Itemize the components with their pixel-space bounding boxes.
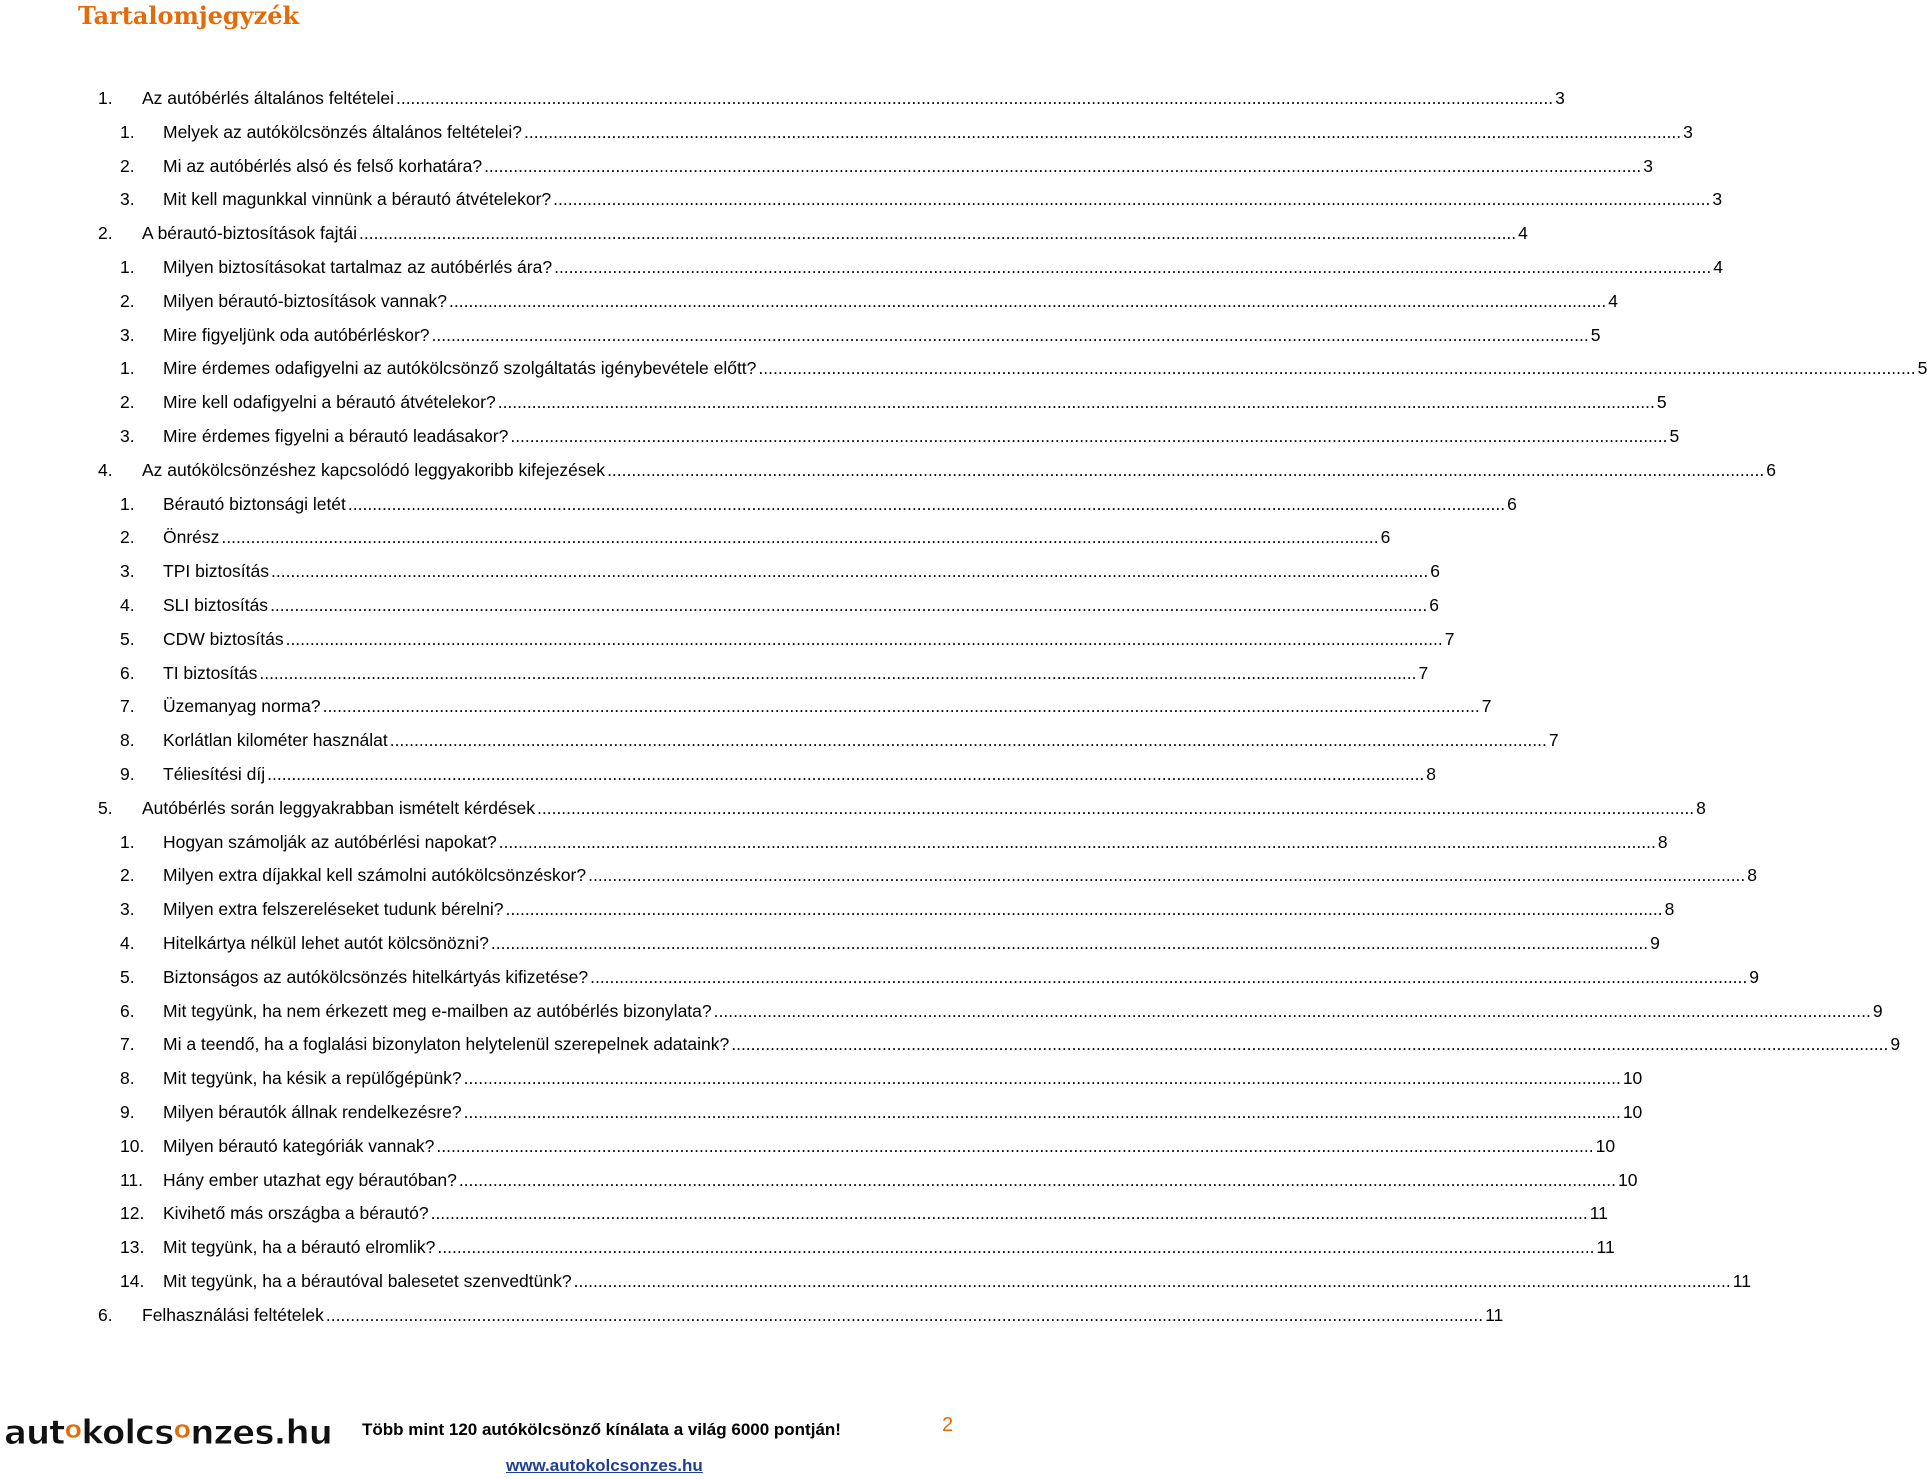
toc-entry[interactable]: [120, 1031, 1901, 1057]
toc-entry-page: 7: [1418, 662, 1429, 683]
toc-entry-title: Mire érdemes figyelni a bérautó leadásakor?: [163, 426, 509, 446]
toc-dot-leader: [431, 1200, 1588, 1226]
toc-entry-page: 5: [1917, 358, 1927, 379]
toc-dot-leader: [537, 795, 1694, 821]
toc-entry-number: 14.: [120, 1271, 145, 1291]
toc-dot-leader: [359, 220, 1516, 246]
toc-dot-leader: [436, 1133, 1593, 1159]
toc-entry-title: Milyen bérautó-biztosítások vannak?: [163, 290, 448, 311]
toc-entry-page: 10: [1595, 1135, 1616, 1156]
toc-entry[interactable]: [98, 85, 1565, 111]
toc-entry-page: 7: [1481, 696, 1492, 717]
toc-entry-title: Milyen bérautó kategóriák vannak?: [163, 1135, 435, 1156]
toc-dot-leader: [396, 85, 1553, 111]
toc-entry-number: 9.: [120, 764, 135, 784]
toc-entry-number: 3.: [120, 189, 135, 210]
toc-entry-title: Üzemanyag norma?: [163, 696, 321, 717]
toc-dot-leader: [588, 862, 1745, 888]
toc-entry-number: 6.: [120, 1000, 135, 1021]
toc-entry-title: Milyen biztosításokat tartalmaz az autóbérlés ára?: [163, 257, 553, 277]
toc-entry-page: 11: [1589, 1203, 1608, 1224]
toc-entry-number: 4.: [98, 459, 113, 480]
toc-entry[interactable]: [120, 727, 1559, 753]
toc-entry[interactable]: [120, 153, 1653, 179]
toc-entry-page: 4: [1518, 223, 1528, 244]
toc-entry[interactable]: [120, 930, 1660, 956]
toc-entry-title: Az autókölcsönzéshez kapcsolódó leggyakoribb kifejezések: [142, 459, 606, 480]
toc-entry-number: 3.: [120, 324, 135, 345]
toc-entry-title: Téliesítési díj: [163, 764, 266, 784]
toc-entry[interactable]: [120, 186, 1723, 212]
toc-entry-number: 3.: [120, 561, 135, 582]
footer-link[interactable]: www.autokolcsonzes.hu: [506, 1456, 703, 1475]
toc-entry-page: 7: [1548, 730, 1559, 751]
toc-entry[interactable]: [120, 896, 1675, 922]
toc-entry-page: 8: [1747, 865, 1758, 886]
toc-entry-title: Mi a teendő, ha a foglalási bizonylaton helytelenül szerepelnek adataink?: [163, 1034, 730, 1055]
toc-entry[interactable]: [120, 592, 1439, 618]
toc-entry-title: Mire figyeljünk oda autóbérléskor?: [163, 324, 430, 345]
toc-entry-number: 12.: [120, 1203, 145, 1224]
toc-entry[interactable]: [120, 355, 1927, 381]
toc-entry-title: Milyen extra díjakkal kell számolni autókölcsönzéskor?: [163, 865, 587, 886]
toc-entry[interactable]: [98, 457, 1776, 483]
toc-entry[interactable]: [120, 254, 1723, 280]
footer-slogan: Több mint 120 autókölcsönző kínálata a világ 6000 pontján!: [362, 1420, 841, 1439]
toc-entry-title: Milyen extra felszereléseket tudunk bérelni?: [163, 899, 504, 920]
toc-dot-leader: [498, 389, 1655, 415]
toc-dot-leader: [459, 1167, 1616, 1193]
toc-dot-leader: [323, 693, 1480, 719]
toc-entry[interactable]: [120, 1167, 1638, 1193]
page-number: 2: [942, 1414, 954, 1436]
toc-entry[interactable]: [120, 491, 1517, 517]
toc-entry-page: 5: [1669, 426, 1680, 446]
toc-entry[interactable]: [98, 795, 1706, 821]
toc-entry[interactable]: [98, 220, 1528, 246]
toc-entry-title: A bérautó-biztosítások fajtái: [142, 223, 357, 244]
toc-entry-title: TPI biztosítás: [163, 561, 270, 582]
toc-dot-leader: [259, 660, 1416, 686]
toc-entry[interactable]: [120, 389, 1667, 415]
site-logo[interactable]: [4, 1412, 332, 1453]
toc-entry[interactable]: [120, 524, 1391, 550]
toc-dot-leader: [271, 558, 1428, 584]
toc-entry-page: 8: [1426, 764, 1437, 784]
toc-entry-title: Mit tegyünk, ha késik a repülőgépünk?: [163, 1068, 462, 1089]
toc-dot-leader: [221, 524, 1378, 550]
toc-entry-page: 6: [1380, 527, 1391, 548]
toc-entry-title: Mit tegyünk, ha a bérautó elromlik?: [163, 1237, 436, 1258]
toc-title: Tartalomjegyzék: [78, 1, 300, 30]
toc-entry-number: 1.: [120, 831, 135, 852]
toc-dot-leader: [326, 1302, 1483, 1328]
toc-entry-number: 2.: [120, 865, 135, 886]
toc-dot-leader: [590, 964, 1747, 990]
toc-entry-page: 11: [1485, 1304, 1504, 1325]
toc-entry-title: Mire kell odafigyelni a bérautó átvételekor?: [163, 392, 496, 413]
toc-entry-number: 5.: [120, 628, 135, 649]
toc-entry[interactable]: [120, 1200, 1608, 1226]
toc-entry-number: 13.: [120, 1237, 145, 1258]
toc-entry-title: Felhasználási feltételek: [142, 1304, 324, 1325]
toc-entry[interactable]: [120, 558, 1440, 584]
toc-dot-leader: [464, 1099, 1621, 1125]
toc-dot-leader: [432, 322, 1589, 348]
toc-entry-number: 3.: [120, 899, 135, 920]
toc-entry-page: 7: [1444, 628, 1455, 649]
toc-entry-title: Bérautó biztonsági letét: [163, 493, 346, 514]
toc-entry-page: 5: [1590, 324, 1601, 345]
toc-entry-number: 7.: [120, 1034, 135, 1055]
toc-entry-number: 5.: [120, 966, 135, 987]
toc-entry-title: SLI biztosítás: [163, 595, 269, 615]
toc-entry-title: Autóbérlés során leggyakrabban ismételt kérdések: [142, 797, 535, 818]
toc-entry-page: 5: [1656, 392, 1667, 413]
toc-entry-page: 8: [1696, 797, 1706, 818]
toc-entry-number: 1.: [120, 358, 135, 379]
toc-entry-page: 8: [1664, 899, 1675, 920]
toc-dot-leader: [731, 1031, 1888, 1057]
toc-entry-number: 1.: [120, 121, 135, 142]
toc-entry-title: Az autóbérlés általános feltételei: [142, 88, 394, 108]
toc-entry-page: 9: [1749, 966, 1759, 987]
toc-entry-title: Mit kell magunkkal vinnünk a bérautó átvételekor?: [163, 189, 552, 210]
toc-entry-page: 10: [1622, 1102, 1643, 1122]
toc-entry-title: Kivihető más országba a bérautó?: [163, 1203, 429, 1224]
toc-dot-leader: [449, 288, 1606, 314]
toc-entry[interactable]: [120, 119, 1693, 145]
toc-entry-number: 2.: [120, 392, 135, 413]
toc-entry-page: 11: [1596, 1237, 1615, 1258]
svg-text:autokolcsonzes.hu: autokolcsonzes.hu: [4, 1413, 332, 1453]
toc-entry-page: 6: [1429, 595, 1439, 615]
toc-entry-number: 3.: [120, 426, 135, 446]
toc-entry-page: 3: [1555, 88, 1565, 108]
toc-entry-page: 3: [1712, 189, 1723, 210]
toc-entry-page: 3: [1683, 121, 1693, 142]
toc-entry[interactable]: [120, 1268, 1751, 1294]
toc-dot-leader: [464, 1065, 1621, 1091]
toc-dot-leader: [524, 119, 1681, 145]
toc-entry-number: 4.: [120, 595, 135, 615]
toc-dot-leader: [267, 761, 1424, 787]
toc-entry[interactable]: [98, 1302, 1504, 1328]
toc-dot-leader: [758, 355, 1915, 381]
toc-entry-number: 8.: [120, 730, 135, 751]
toc-dot-leader: [510, 423, 1667, 449]
toc-entry[interactable]: [120, 1065, 1643, 1091]
toc-entry-number: 11.: [120, 1169, 144, 1190]
toc-entry-title: Önrész: [163, 527, 220, 548]
toc-dot-leader: [491, 930, 1648, 956]
toc-entry-title: TI biztosítás: [163, 662, 258, 683]
toc-entry-title: Biztonságos az autókölcsönzés hitelkártyás kifizetése?: [163, 966, 589, 987]
toc-entry[interactable]: [120, 761, 1437, 787]
toc-entry-number: 2.: [98, 223, 113, 244]
toc-entry-number: 6.: [98, 1304, 113, 1325]
toc-dot-leader: [714, 998, 1871, 1024]
toc-entry-number: 2.: [120, 290, 135, 311]
toc-dot-leader: [505, 896, 1662, 922]
toc-entry-page: 3: [1643, 155, 1653, 176]
toc-entry-page: 4: [1608, 290, 1618, 311]
toc-entry[interactable]: [120, 288, 1618, 314]
toc-entry-page: 8: [1657, 831, 1668, 852]
toc-entry-number: 6.: [120, 662, 135, 683]
toc-entry-number: 1.: [98, 88, 113, 108]
toc-entry[interactable]: [120, 1234, 1615, 1260]
toc-dot-leader: [270, 592, 1427, 618]
toc-entry-number: 1.: [120, 257, 135, 277]
toc-entry-number: 8.: [120, 1068, 135, 1089]
toc-entry-page: 6: [1766, 459, 1776, 480]
toc-entry[interactable]: [120, 660, 1429, 686]
toc-entry-title: Milyen bérautók állnak rendelkezésre?: [163, 1102, 462, 1122]
toc-entry-title: Hogyan számolják az autóbérlési napokat?: [163, 831, 497, 852]
toc-dot-leader: [390, 727, 1547, 753]
toc-entry-number: 1.: [120, 493, 135, 514]
toc-entry-number: 10.: [120, 1135, 145, 1156]
toc-dot-leader: [437, 1234, 1594, 1260]
toc-entry-title: CDW biztosítás: [163, 628, 284, 649]
toc-entry-number: 5.: [98, 797, 113, 818]
toc-entry[interactable]: [120, 1133, 1616, 1159]
toc-entry-page: 11: [1732, 1271, 1751, 1291]
toc-entry-page: 10: [1622, 1068, 1643, 1089]
toc-entry-number: 4.: [120, 933, 135, 953]
toc-entry[interactable]: [120, 626, 1455, 652]
toc-entry-number: 7.: [120, 696, 135, 717]
toc-dot-leader: [286, 626, 1443, 652]
toc-entry-title: Melyek az autókölcsönzés általános feltételei?: [163, 121, 522, 142]
toc-entry-page: 10: [1617, 1169, 1638, 1190]
toc-dot-leader: [499, 829, 1656, 855]
toc-entry-title: Hány ember utazhat egy bérautóban?: [163, 1169, 457, 1190]
toc-entry-page: 9: [1890, 1034, 1901, 1055]
toc-entry-title: Mit tegyünk, ha nem érkezett meg e-mailben az autóbérlés bizonylata?: [163, 1000, 712, 1021]
toc-entry-number: 2.: [120, 155, 135, 176]
toc-dot-leader: [348, 491, 1505, 517]
toc-entry-number: 2.: [120, 527, 135, 548]
toc-dot-leader: [553, 186, 1710, 212]
toc-entry-page: 6: [1430, 561, 1440, 582]
toc-entry[interactable]: [120, 423, 1680, 449]
toc-entry[interactable]: [120, 964, 1759, 990]
toc-dot-leader: [574, 1268, 1731, 1294]
toc-entry[interactable]: [120, 322, 1601, 348]
toc-entry-page: 9: [1872, 1000, 1883, 1021]
toc-dot-leader: [607, 457, 1764, 483]
toc-entry-title: Mire érdemes odafigyelni az autókölcsönző szolgáltatás igénybevétele előtt?: [163, 358, 757, 379]
toc-entry[interactable]: [120, 998, 1883, 1024]
toc-dot-leader: [484, 153, 1641, 179]
toc-entry-page: 4: [1713, 257, 1723, 277]
toc-entry[interactable]: [120, 1099, 1643, 1125]
toc-entry-title: Hitelkártya nélkül lehet autót kölcsönözni?: [163, 933, 489, 953]
toc-entry[interactable]: [120, 829, 1668, 855]
toc-entry-page: 6: [1507, 493, 1517, 514]
toc-entry-title: Mit tegyünk, ha a bérautóval balesetet szenvedtünk?: [163, 1271, 572, 1291]
toc-entry-page: 9: [1650, 933, 1660, 953]
toc-entry[interactable]: [120, 862, 1758, 888]
toc-entry-number: 9.: [120, 1102, 135, 1122]
toc-entry-title: Mi az autóbérlés alsó és felső korhatára?: [163, 155, 483, 176]
toc-entry-title: Korlátlan kilométer használat: [163, 730, 388, 751]
toc-entry[interactable]: [120, 693, 1492, 719]
toc-dot-leader: [554, 254, 1711, 280]
